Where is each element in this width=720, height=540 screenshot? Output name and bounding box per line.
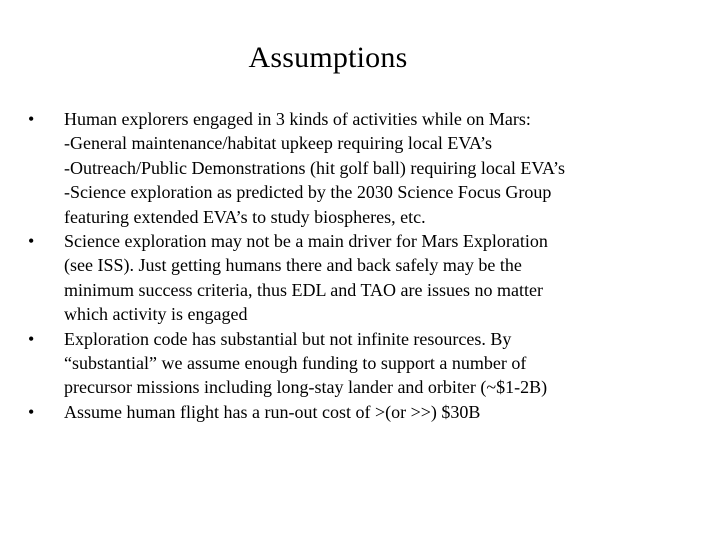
bullet-text [64,107,668,229]
bullet-dot-icon: • [28,109,35,129]
bullet-dot-icon: • [28,231,35,252]
slide-title: Assumptions [248,41,408,74]
bullet-line: minimum success criteria, thus EDL and TAO are issues no matter [64,279,543,300]
bullet-text [64,229,668,327]
bullet-item-science-driver [28,229,668,327]
bullet-line: -Outreach/Public Demonstrations (hit golf ball) requiring local EVA’s [64,157,566,178]
bullet-item-activities [28,107,668,229]
bullet-list [28,107,668,424]
bullet-line: which activity is engaged [64,304,248,325]
bullet-line: precursor missions including long-stay lander and orbiter (~$1-2B) [64,377,548,398]
bullet-dot-icon: • [28,401,35,422]
bullet-text [64,400,668,424]
bullet-line: Science exploration may not be a main driver for Mars Exploration [64,231,548,252]
bullet-line: (see ISS). Just getting humans there and back safely may be the [64,255,522,276]
bullet-line: -General maintenance/habitat upkeep requiring local EVA’s [64,133,493,154]
bullet-line: Exploration code has substantial but not infinite resources. By [64,328,512,349]
bullet-line: “substantial” we assume enough funding to support a number of [64,353,527,374]
bullet-item-resources [28,327,668,400]
bullet-line: featuring extended EVA’s to study biospheres, etc. [64,206,426,227]
bullet-line: -Science exploration as predicted by the 2030 Science Focus Group [64,182,552,203]
bullet-text [64,327,668,400]
bullet-item-cost [28,400,668,424]
bullet-line: Human explorers engaged in 3 kinds of activities while on Mars: [64,109,531,129]
bullet-dot-icon: • [28,328,35,349]
bullet-line: Assume human flight has a run-out cost of >(or >>) $30B [64,401,481,422]
